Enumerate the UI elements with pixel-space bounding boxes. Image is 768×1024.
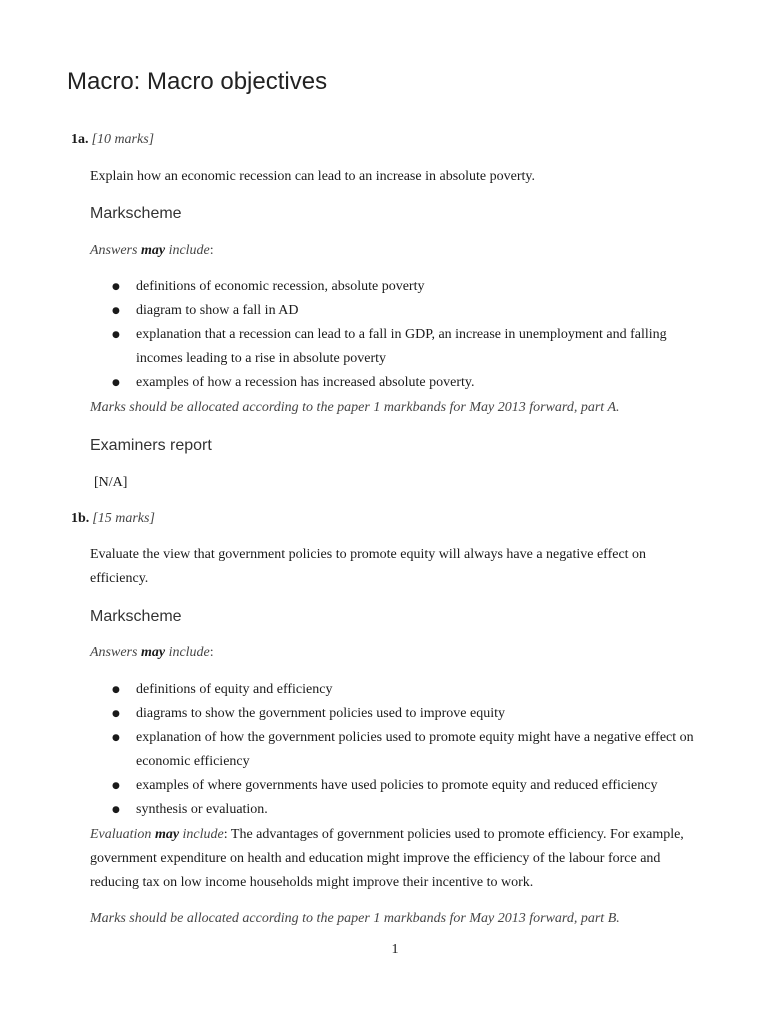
bullet-icon: ● <box>112 805 120 815</box>
list-item: ● examples of how a recession has increased absolute poverty. <box>90 371 700 395</box>
markscheme-bullet-list <box>90 678 700 822</box>
bullet-icon: ● <box>112 733 120 743</box>
question-marks: [15 marks] <box>92 511 155 526</box>
markscheme-bullet-list <box>90 275 700 395</box>
question-1a-text: Explain how an economic recession can lead to an increase in absolute poverty. <box>90 169 535 184</box>
examiners-report-text: [N/A] <box>94 475 128 490</box>
evaluation-paragraph: Evaluation may include: The advantages of government policies used to promote efficiency. For example, government expenditure on health and education might improve the efficiency of the labour force and reducing tax on low income households might improve their incentive to work. <box>90 827 684 890</box>
list-item: ● explanation that a recession can lead to a fall in GDP, an increase in unemployment and falling incomes leading to a rise in absolute poverty <box>90 323 700 371</box>
answers-intro: Answers may include: <box>90 645 214 660</box>
list-item: ● explanation of how the government policies used to promote equity might have a negative effect on economic efficiency <box>90 726 700 774</box>
question-1b-header <box>71 511 155 527</box>
markscheme-heading: Markscheme <box>90 608 182 625</box>
list-item: ● synthesis or evaluation. <box>90 798 700 822</box>
question-1a-header <box>71 132 154 148</box>
bullet-icon: ● <box>112 306 120 316</box>
list-item: ● examples of where governments have used policies to promote equity and reduced efficiency <box>90 774 700 798</box>
markscheme-heading: Markscheme <box>90 205 182 222</box>
question-number: 1b. <box>71 511 90 526</box>
answers-intro: Answers may include: <box>90 243 214 258</box>
bullet-icon: ● <box>112 709 120 719</box>
question-number: 1a. <box>71 132 89 147</box>
bullet-icon: ● <box>112 330 120 340</box>
question-1b-text: Evaluate the view that government policies to promote equity will always have a negative effect on efficiency. <box>90 547 647 586</box>
allocation-note: Marks should be allocated according to the paper 1 markbands for May 2013 forward, part B. <box>90 911 620 926</box>
bullet-icon: ● <box>112 685 120 695</box>
bullet-icon: ● <box>112 378 120 388</box>
bullet-icon: ● <box>112 781 120 791</box>
list-item: ● definitions of economic recession, absolute poverty <box>90 275 700 299</box>
page-number: 1 <box>391 942 399 957</box>
allocation-note: Marks should be allocated according to the paper 1 markbands for May 2013 forward, part A. <box>90 400 620 415</box>
list-item: ● definitions of equity and efficiency <box>90 678 700 702</box>
page-title: Macro: Macro objectives <box>67 68 328 95</box>
bullet-icon: ● <box>112 282 120 292</box>
list-item: ● diagrams to show the government policies used to improve equity <box>90 702 700 726</box>
examiners-report-heading: Examiners report <box>90 437 212 454</box>
list-item: ● diagram to show a fall in AD <box>90 299 700 323</box>
question-marks: [10 marks] <box>91 132 155 147</box>
